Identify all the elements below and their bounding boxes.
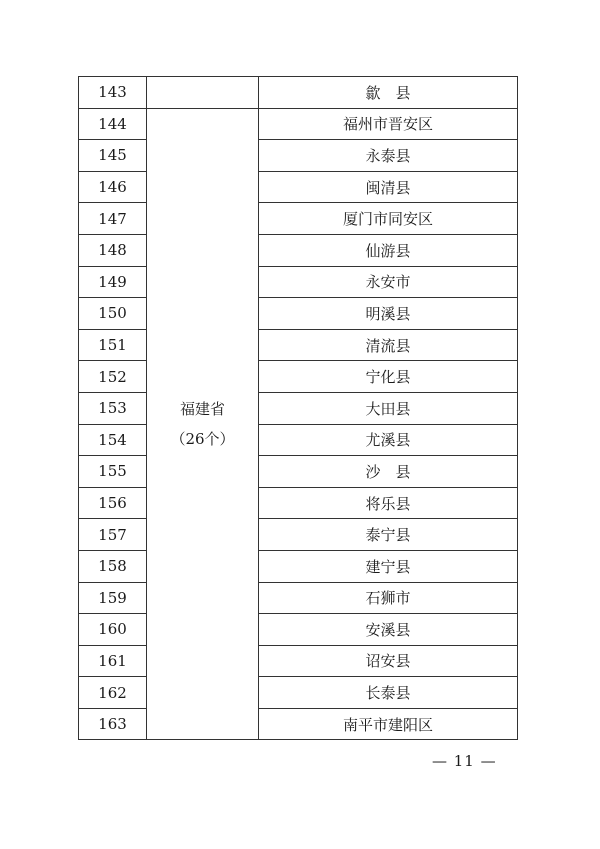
table-row: [79, 266, 518, 298]
table-row: [79, 424, 518, 456]
row-number: 151: [79, 329, 147, 361]
county-name: 仙游县: [259, 234, 518, 266]
province-cell-empty: [147, 77, 259, 109]
row-number: 154: [79, 424, 147, 456]
county-name: 宁化县: [259, 361, 518, 393]
row-number: 153: [79, 392, 147, 424]
county-name: 大田县: [259, 392, 518, 424]
page-number: — 11 —: [432, 752, 497, 770]
county-name: 建宁县: [259, 550, 518, 582]
county-name: 尤溪县: [259, 424, 518, 456]
table-row: [79, 392, 518, 424]
province-name: 福建省: [179, 400, 225, 419]
table-row: [79, 456, 518, 488]
table-row: [79, 108, 518, 140]
county-name: 南平市建阳区: [259, 708, 518, 740]
table-row: [79, 329, 518, 361]
table-row: [79, 171, 518, 203]
row-number: 146: [79, 171, 147, 203]
table-row: [79, 487, 518, 519]
row-number: 162: [79, 677, 147, 709]
row-number: 155: [79, 456, 147, 488]
table-row: [79, 77, 518, 109]
row-number: 163: [79, 708, 147, 740]
row-number: 157: [79, 519, 147, 551]
county-name: 将乐县: [259, 487, 518, 519]
county-name: 清流县: [259, 329, 518, 361]
county-table: [78, 76, 518, 740]
table-row: [79, 203, 518, 235]
county-name: 明溪县: [259, 298, 518, 330]
row-number: 149: [79, 266, 147, 298]
row-number: 156: [79, 487, 147, 519]
table-row: [79, 519, 518, 551]
row-number: 145: [79, 140, 147, 172]
table-row: [79, 645, 518, 677]
row-number: 144: [79, 108, 147, 140]
table-row: [79, 582, 518, 614]
county-name: 福州市晋安区: [259, 108, 518, 140]
county-name: 石狮市: [259, 582, 518, 614]
table-row: [79, 614, 518, 646]
county-name: 长泰县: [259, 677, 518, 709]
county-name: 永泰县: [259, 140, 518, 172]
table-row: [79, 677, 518, 709]
row-number: 160: [79, 614, 147, 646]
county-name: 沙 县: [259, 456, 518, 488]
row-number: 147: [79, 203, 147, 235]
province-cell: [147, 108, 259, 740]
table-row: [79, 550, 518, 582]
table-row: [79, 298, 518, 330]
row-number: 148: [79, 234, 147, 266]
row-number: 143: [79, 77, 147, 109]
province-count: （26个）: [170, 430, 235, 449]
table-row: [79, 140, 518, 172]
county-name: 安溪县: [259, 614, 518, 646]
table-row: [79, 708, 518, 740]
county-name: 闽清县: [259, 171, 518, 203]
county-name: 厦门市同安区: [259, 203, 518, 235]
county-name: 泰宁县: [259, 519, 518, 551]
row-number: 161: [79, 645, 147, 677]
row-number: 159: [79, 582, 147, 614]
row-number: 158: [79, 550, 147, 582]
table-row: [79, 361, 518, 393]
table-row: [79, 234, 518, 266]
county-name: 永安市: [259, 266, 518, 298]
county-name: 歙 县: [259, 77, 518, 109]
row-number: 152: [79, 361, 147, 393]
county-name: 诏安县: [259, 645, 518, 677]
row-number: 150: [79, 298, 147, 330]
